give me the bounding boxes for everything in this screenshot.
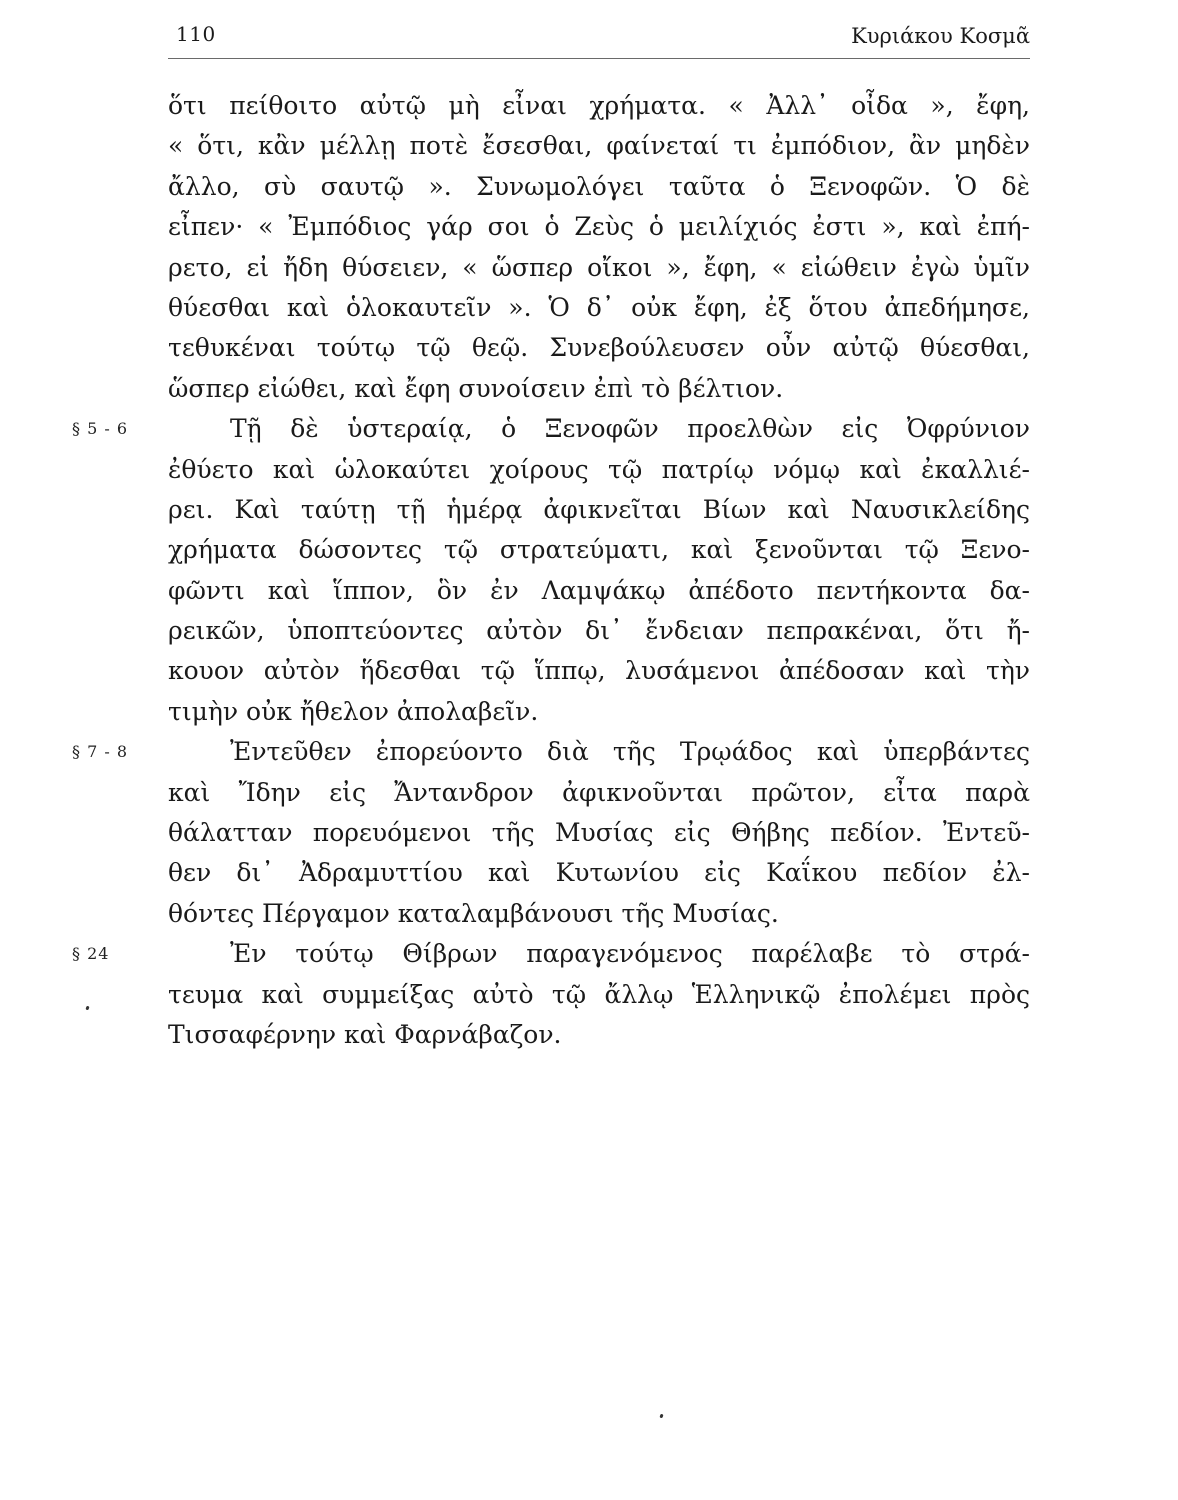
text-line xyxy=(168,167,1030,207)
text-line-content: Ἐν τούτῳ Θίβρων παραγενόμενος παρέλαβε τὸ στρά- xyxy=(230,939,1030,969)
text-line xyxy=(168,207,1030,247)
text-line-content: θεν δι᾽ Ἀδραμυττίου καὶ Κυτωνίου εἰς Καΐκου πεδίον ἐλ- xyxy=(168,858,1030,888)
text-line xyxy=(168,530,1030,570)
text-line xyxy=(168,813,1030,853)
stray-mark xyxy=(659,1414,663,1419)
text-line xyxy=(72,409,1030,449)
text-line-content: χρήματα δώσοντες τῷ στρατεύματι, καὶ ξενοῦνται τῷ Ξενο- xyxy=(168,535,1030,565)
text-line xyxy=(168,1015,1030,1055)
text-line xyxy=(72,934,1030,974)
page-number: 110 xyxy=(176,22,216,46)
text-line-content: θύεσθαι καὶ ὁλοκαυτεῖν ». Ὁ δ᾽ οὐκ ἔφη, ἐξ ὅτου ἀπεδήμησε, xyxy=(168,292,1030,322)
text-line-content: κουον αὐτὸν ἥδεσθαι τῷ ἵππῳ, λυσάμενοι ἀπέδοσαν καὶ τὴν xyxy=(168,656,1030,686)
text-line-content: τεθυκέναι τούτῳ τῷ θεῷ. Συνεβούλευσεν οὖν αὐτῷ θύεσθαι, xyxy=(168,333,1030,363)
text-line-content: ρεικῶν, ὑποπτεύοντες αὐτὸν δι᾽ ἔνδειαν πεπρακέναι, ὅτι ἤ- xyxy=(168,616,1030,646)
text-line xyxy=(168,894,1030,934)
text-line-content: τιμὴν οὐκ ἤθελον ἀπολαβεῖν. xyxy=(168,696,539,726)
text-line xyxy=(168,450,1030,490)
text-line-content: ρετο, εἰ ἤδη θύσειεν, « ὥσπερ οἴκοι », ἔφη, « εἰώθειν ἐγὼ ὑμῖν xyxy=(168,252,1030,282)
text-line xyxy=(168,651,1030,691)
text-line-content: τευμα καὶ συμμείξας αὐτὸ τῷ ἄλλῳ Ἑλληνικῷ ἐπολέμει πρὸς xyxy=(168,979,1030,1009)
text-line xyxy=(168,490,1030,530)
text-line xyxy=(168,288,1030,328)
text-line-content: θόντες Πέργαμον καταλαμβάνουσι τῆς Μυσίας. xyxy=(168,898,779,928)
text-line-content: εἶπεν· « Ἐμπόδιος γάρ σοι ὁ Ζεὺς ὁ μειλίχιός ἐστι », καὶ ἐπή- xyxy=(168,212,1030,242)
text-line xyxy=(168,571,1030,611)
text-line-content: « ὅτι, κἂν μέλλῃ ποτὲ ἔσεσθαι, φαίνεταί τι ἐμπόδιον, ἂν μηδὲν xyxy=(168,131,1030,161)
text-line-content: ὅτι πείθοιτο αὐτῷ μὴ εἶναι χρήματα. « Ἀλλ᾽ οἶδα », ἔφη, xyxy=(168,91,1030,120)
text-line-content: Τῇ δὲ ὑστεραίᾳ, ὁ Ξενοφῶν προελθὼν εἰς Ὀφρύνιον xyxy=(230,414,1030,444)
text-body xyxy=(72,86,1030,1055)
page-header xyxy=(168,20,1030,54)
text-line xyxy=(72,732,1030,772)
text-line-content: Τισσαφέρνην καὶ Φαρνάβαζον. xyxy=(168,1019,562,1049)
stray-mark xyxy=(85,1006,89,1011)
text-line-content: φῶντι καὶ ἵππον, ὃν ἐν Λαμψάκῳ ἀπέδοτο πεντήκοντα δα- xyxy=(168,575,1030,605)
text-line xyxy=(168,692,1030,732)
running-head: Κυριάκου Κοσμᾶ xyxy=(851,24,1030,48)
section-reference: § 5 - 6 xyxy=(72,419,129,439)
text-line xyxy=(168,328,1030,368)
text-line-content: ἄλλο, σὺ σαυτῷ ». Συνωμολόγει ταῦτα ὁ Ξενοφῶν. Ὁ δὲ xyxy=(168,171,1030,201)
text-line-content: ἐθύετο καὶ ὡλοκαύτει χοίρους τῷ πατρίῳ νόμῳ καὶ ἐκαλλιέ- xyxy=(168,454,1030,484)
text-line-content: θάλατταν πορευόμενοι τῆς Μυσίας εἰς Θήβης πεδίον. Ἐντεῦ- xyxy=(168,818,1030,848)
text-line xyxy=(168,369,1030,409)
section-reference: § 7 - 8 xyxy=(72,742,129,762)
text-line xyxy=(168,248,1030,288)
text-line xyxy=(168,853,1030,893)
header-rule xyxy=(168,58,1030,59)
text-line-content: Ἐντεῦθεν ἐπορεύοντο διὰ τῆς Τρῳάδος καὶ ὑπερβάντες xyxy=(230,737,1030,767)
text-line-content: ὥσπερ εἰώθει, καὶ ἔφη συνοίσειν ἐπὶ τὸ βέλτιον. xyxy=(168,373,784,403)
text-line xyxy=(168,611,1030,651)
text-line xyxy=(168,126,1030,166)
text-line-content: ρει. Καὶ ταύτῃ τῇ ἡμέρᾳ ἀφικνεῖται Βίων καὶ Ναυσικλείδης xyxy=(168,494,1030,524)
section-reference: § 24 xyxy=(72,944,110,964)
text-line-content: καὶ Ἴδην εἰς Ἄντανδρον ἀφικνοῦνται πρῶτον, εἶτα παρὰ xyxy=(168,777,1030,807)
text-line xyxy=(168,86,1030,126)
text-line xyxy=(168,975,1030,1015)
text-line xyxy=(168,773,1030,813)
